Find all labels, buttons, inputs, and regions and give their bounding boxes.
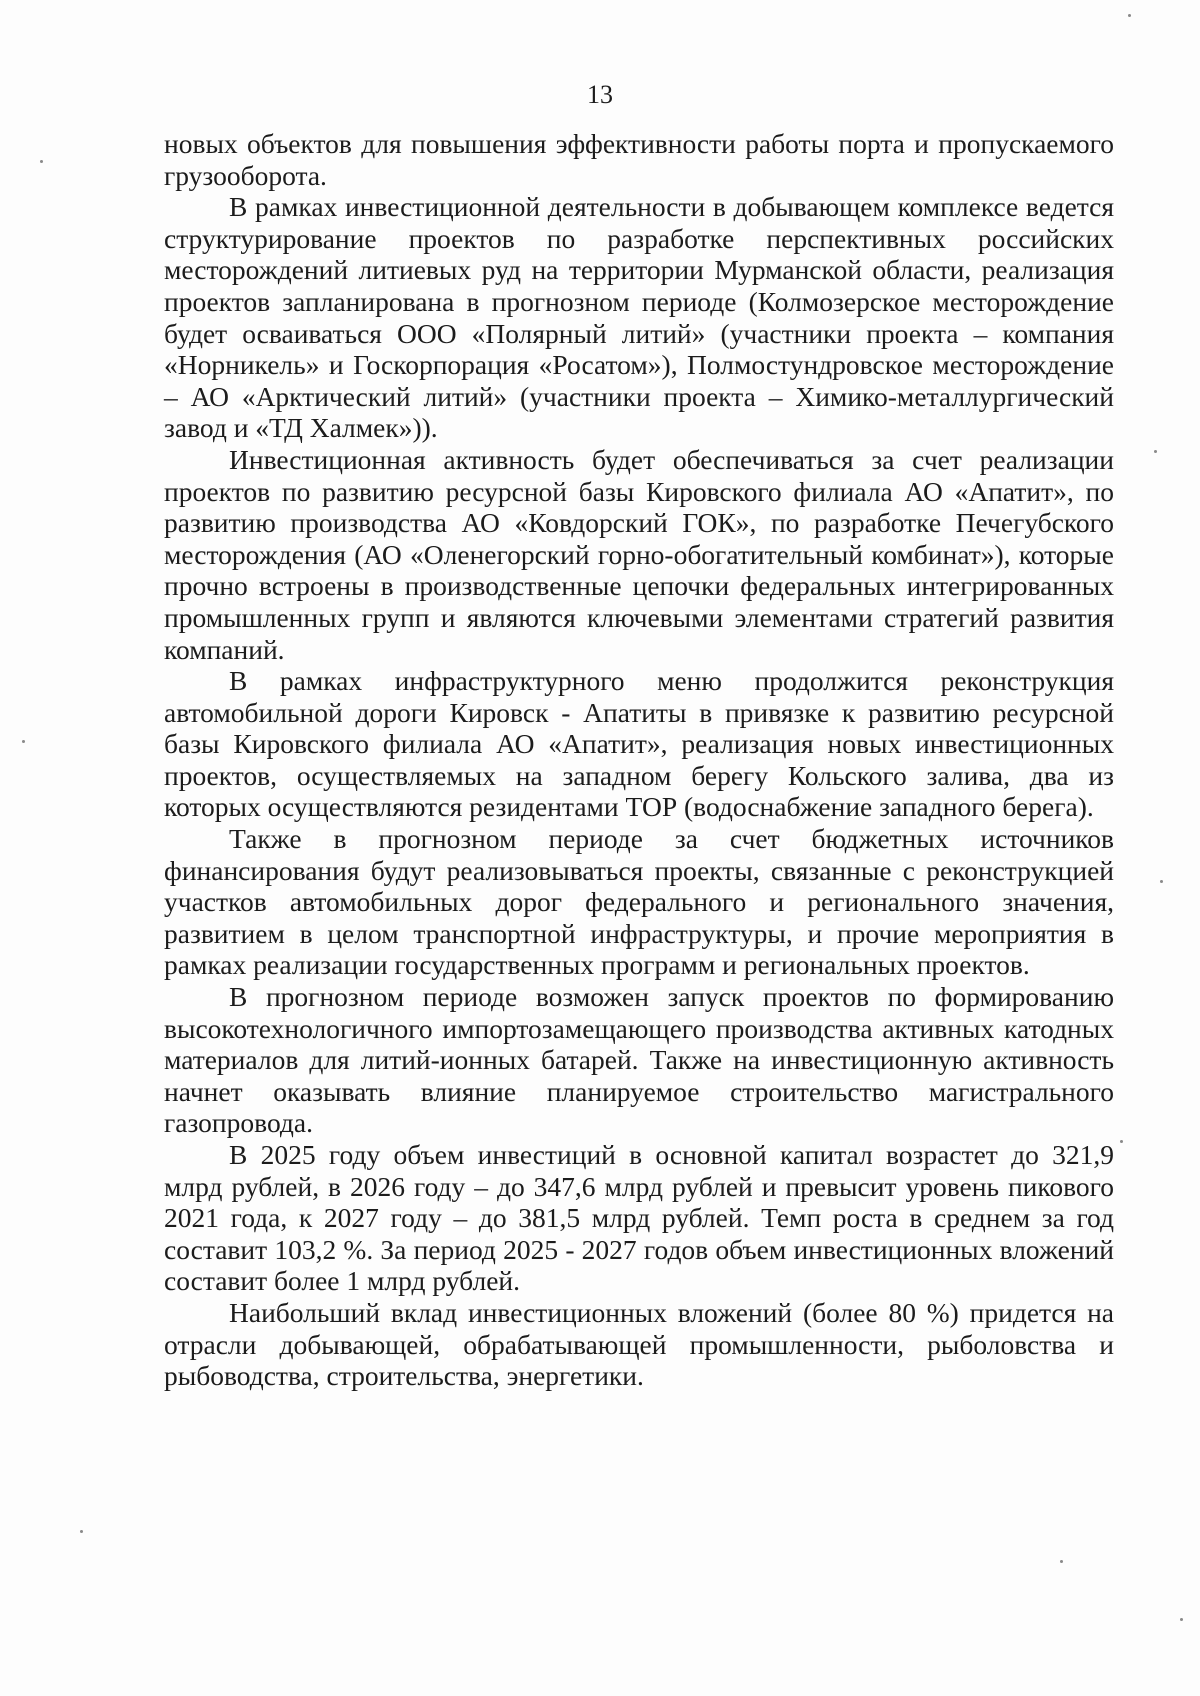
paragraph-budget-sources: Также в прогнозном периоде за счет бюджетных источников финансирования будут реализовываться проекты, связанные с реконструкцией участков автомобильных дорог федерального и регионального значения, развитием в целом транспортной инфраструктуры, и прочие мероприятия в рамках реализации государственных программ и региональных проектов. [164, 823, 1114, 981]
paragraph-lithium-projects: В рамках инвестиционной деятельности в добывающем комплексе ведется структурирование проектов по разработке перспективных российских месторождений литиевых руд на территории Мурманской области, реализация проектов запланирована в прогнозном периоде (Колмозерское месторождение будет осваиваться ООО «Полярный литий» (участники проекта – компания «Норникель» и Госкорпорация «Росатом»), Полмостундровское месторождение – АО «Арктический литий» (участники проекта – Химико-металлургический завод и «ТД Халмек»)). [164, 191, 1114, 444]
scan-speck [1128, 14, 1131, 17]
scan-speck [40, 160, 43, 163]
page-number: 13 [587, 80, 613, 109]
scan-speck [1180, 1618, 1183, 1621]
scan-speck [1060, 1560, 1063, 1563]
document-body [164, 128, 1114, 1392]
scan-speck [1120, 1140, 1123, 1143]
paragraph-largest-contribution: Наибольший вклад инвестиционных вложений (более 80 %) придется на отрасли добывающей, обрабатывающей промышленности, рыболовства и рыбоводства, строительства, энергетики. [164, 1296, 1114, 1392]
scan-speck [1160, 880, 1163, 883]
paragraph-investment-volume: В 2025 году объем инвестиций в основной капитал возрастет до 321,9 млрд рублей, в 2026 году – до 347,6 млрд рублей и превысит уровень пикового 2021 года, к 2027 году – до 381,5 млрд рублей. Темп роста в среднем за год составит 103,2 %. За период 2025 - 2027 годов объем инвестиционных вложений составит более 1 млрд рублей. [164, 1139, 1114, 1297]
scan-speck [1154, 450, 1157, 453]
scan-speck [80, 1530, 83, 1533]
paragraph-port-objects: новых объектов для повышения эффективности работы порта и пропускаемого грузооборота. [164, 128, 1114, 191]
paragraph-infrastructure: В рамках инфраструктурного меню продолжится реконструкция автомобильной дороги Кировск - Апатиты в привязке к развитию ресурсной базы Кировского филиала АО «Апатит», реализация новых инвестиционных проектов, осуществляемых на западном берегу Кольского залива, два из которых осуществляются резидентами ТОР (водоснабжение западного берега). [164, 665, 1114, 823]
paragraph-cathode-materials: В прогнозном периоде возможен запуск проектов по формированию высокотехнологичного импортозамещающего производства активных катодных материалов для литий-ионных батарей. Также на инвестиционную активность начнет оказывать влияние планируемое строительство магистрального газопровода. [164, 981, 1114, 1139]
scan-speck [22, 740, 25, 743]
paragraph-investment-activity: Инвестиционная активность будет обеспечиваться за счет реализации проектов по развитию ресурсной базы Кировского филиала АО «Апатит», по развитию производства АО «Ковдорский ГОК», по разработке Печегубского месторождения (АО «Оленегорский горно-обогатительный комбинат»), которые прочно встроены в производственные цепочки федеральных интегрированных промышленных групп и являются ключевыми элементами стратегий развития компаний. [164, 443, 1114, 665]
